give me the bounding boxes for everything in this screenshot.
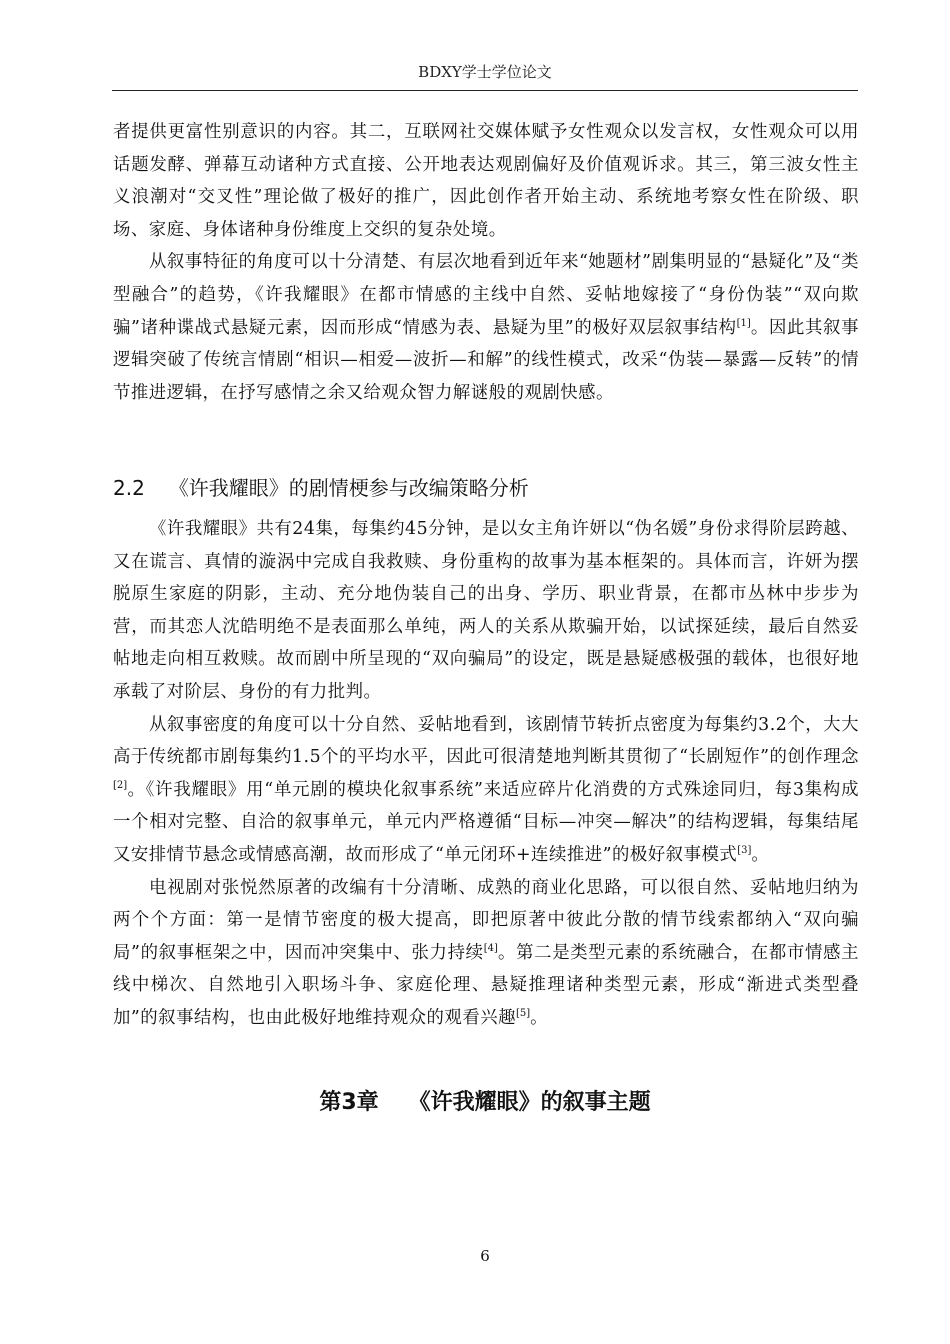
- paragraph-plot-overview: 《许我耀眼》共有24集，每集约45分钟，是以女主角许妍以“伪名媛”身份求得阶层跨越、又在谎言、真情的漩涡中完成自我救赎、身份重构的故事为基本框架的。具体而言，许妍为摆脱原生家庭的阴影，主动、充分地伪装自己的出身、学历、职业背景，在都市丛林中步步为营，而其恋人沈皓明绝不是表面那么单纯，两人的关系从欺骗开始，以试探延续，最后自然妥帖地走向相互救赎。故而剧中所呈现的“双向骗局”的设定，既是悬疑感极强的载体，也很好地承载了对阶层、身份的有力批判。: [113, 519, 859, 702]
- paragraph-text: 。: [530, 1007, 549, 1028]
- paragraph-text: 。因此其叙事逻辑突破了传统言情剧“相识—相爱—波折—和解”的线性模式，改采“伪装—暴露—反转”的情节推进逻辑，在抒写感情之余又给观众智力解谜般的观剧快感。: [113, 317, 859, 403]
- citation-2[interactable]: [2]: [113, 779, 128, 791]
- paragraph-text: 。《许我耀眼》用“单元剧的模块化叙事系统”来适应碎片化消费的方式殊途同归，每3集构成一个相对完整、自洽的叙事单元，单元内严格遵循“目标—冲突—解决”的结构逻辑，每集结尾又安排情节悬念或情感高潮，故而形成了“单元闭环+连续推进”的极好叙事模式: [113, 779, 859, 865]
- section-title: 《许我耀眼》的剧情梗参与改编策略分析: [168, 476, 529, 500]
- paragraph-text: 从叙事特征的角度可以十分清楚、有层次地看到近年来“她题材”剧集明显的“悬疑化”及“类型融合”的趋势，《许我耀眼》在都市情感的主线中自然、妥帖地嫁接了“身份伪装”“双向欺骗”诸种谍战式悬疑元素，因而形成“情感为表、悬疑为里”的极好双层叙事结构: [113, 252, 859, 338]
- intro-text-block: [113, 116, 859, 409]
- paragraph-narrative-density: [113, 709, 859, 872]
- citation-4[interactable]: [4]: [483, 942, 498, 954]
- paragraph-narrative-features: [113, 246, 859, 409]
- running-header: BDXY学士学位论文: [418, 63, 552, 81]
- citation-5[interactable]: [5]: [516, 1008, 531, 1020]
- chapter-title: 《许我耀眼》的叙事主题: [408, 1090, 651, 1115]
- section-number: 2.2: [113, 476, 145, 500]
- chapter-heading-3: [112, 1088, 858, 1118]
- page-number: 6: [480, 1247, 490, 1265]
- paragraph-text: 电视剧对张悦然原著的改编有十分清晰、成熟的商业化思路，可以很自然、妥帖地归纳为两个个方面：第一是情节密度的极大提高，即把原著中彼此分散的情节线索都纳入“双向骗局”的叙事框架之中，因而冲突集中、张力持续: [113, 877, 859, 963]
- citation-3[interactable]: [3]: [737, 845, 752, 857]
- paragraph-text: 。第二是类型元素的系统融合，在都市情感主线中梯次、自然地引入职场斗争、家庭伦理、悬疑推理诸种类型元素，形成“渐进式类型叠加”的叙事结构，也由此极好地维持观众的观看兴趣: [113, 942, 859, 1028]
- chapter-number: 第3章: [319, 1090, 379, 1115]
- paragraph-text: 。: [751, 844, 770, 865]
- paragraph-continued: 者提供更富性别意识的内容。其二，互联网社交媒体赋予女性观众以发言权，女性观众可以用话题发酵、弹幕互动诸种方式直接、公开地表达观剧偏好及价值观诉求。其三，第三波女性主义浪潮对“交叉性”理论做了极好的推广，因此创作者开始主动、系统地考察女性在阶级、职场、家庭、身体诸种身份维度上交织的复杂处境。: [113, 122, 859, 240]
- paragraph-text: 从叙事密度的角度可以十分自然、妥帖地看到，该剧情节转折点密度为每集约3.2个，大大高于传统都市剧每集约1.5个的平均水平，因此可很清楚地判断其贯彻了“长剧短作”的创作理念: [113, 714, 859, 768]
- header-divider: [112, 90, 858, 91]
- section-heading-2-2: [113, 474, 529, 502]
- citation-1[interactable]: [1]: [736, 317, 751, 329]
- paragraph-adaptation-strategy: [113, 872, 859, 1035]
- section-2-2-text-block: [113, 513, 859, 1035]
